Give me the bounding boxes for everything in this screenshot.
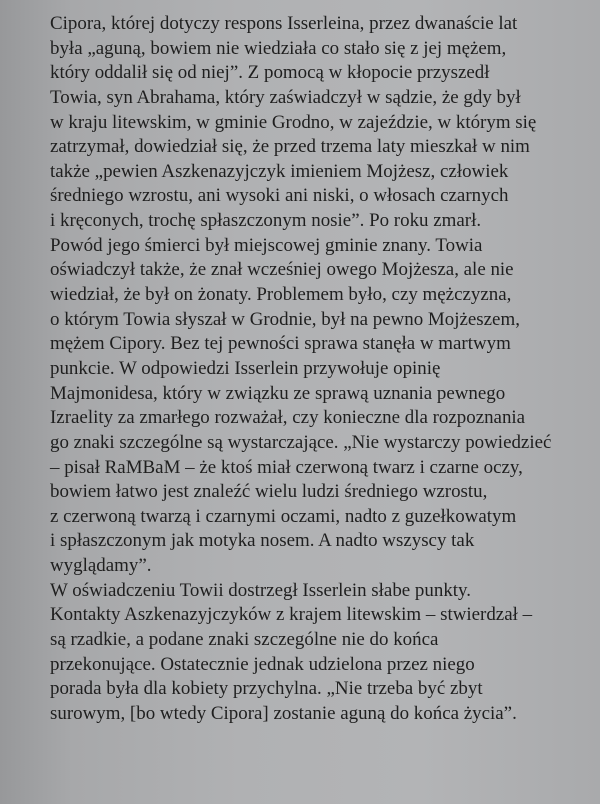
text-line: przekonujące. Ostatecznie jednak udzielona przez niego <box>50 653 475 675</box>
text-line: o którym Towia słyszał w Grodnie, był na pewno Mojżeszem, <box>50 308 520 330</box>
text-line: z czerwoną twarzą i czarnymi oczami, nadto z guzełkowatym <box>50 505 517 527</box>
text-line: zatrzymał, dowiedział się, że przed trzema laty mieszkał w nim <box>50 136 530 158</box>
text-line: wyglądamy”. <box>50 555 152 577</box>
text-line: Kontakty Aszkenazyjczyków z krajem litewskim – stwierdzał – <box>50 604 533 626</box>
text-line: wiedział, że był on żonaty. Problemem było, czy mężczyzna, <box>50 284 512 306</box>
text-line: mężem Cipory. Bez tej pewności sprawa stanęła w martwym <box>50 333 511 355</box>
text-line: średniego wzrostu, ani wysoki ani niski, o włosach czarnych <box>50 185 509 207</box>
text-line: Powód jego śmierci był miejscowej gminie znany. Towia <box>50 234 483 256</box>
text-line: Izraelity za zmarłego rozważał, czy konieczne dla rozpoznania <box>50 407 526 429</box>
text-line: była „aguną, bowiem nie wiedziała co stało się z jej mężem, <box>50 37 507 59</box>
text-line: Cipora, której dotyczy respons Isserleina, przez dwanaście lat <box>50 13 518 34</box>
text-line: porada była dla kobiety przychylna. „Nie trzeba być zbyt <box>50 678 483 700</box>
text-line: w kraju litewskim, w gminie Grodno, w zajeździe, w którym się <box>50 111 537 133</box>
text-line: są rzadkie, a podane znaki szczególne nie do końca <box>50 629 439 651</box>
text-line: i kręconych, trochę spłaszczonym nosie”. Po roku zmarł. <box>50 210 482 232</box>
text-line: Towia, syn Abrahama, który zaświadczył w sądzie, że gdy był <box>50 86 521 108</box>
text-line: Majmonidesa, który w związku ze sprawą uznania pewnego <box>50 382 506 404</box>
text-line: go znaki szczególne są wystarczające. „Nie wystarczy powiedzieć <box>50 431 552 453</box>
text-line: W oświadczeniu Towii dostrzegł Isserlein słabe punkty. <box>50 579 472 601</box>
text-line: – pisał RaMBaM – że ktoś miał czerwoną twarz i czarne oczy, <box>50 456 523 478</box>
text-line: surowym, [bo wtedy Cipora] zostanie aguną do końca życia”. <box>50 702 517 724</box>
body-text <box>50 12 598 727</box>
text-line: także „pewien Aszkenazyjczyk imieniem Mojżesz, człowiek <box>50 160 509 182</box>
text-line: punkcie. W odpowiedzi Isserlein przywołuje opinię <box>50 357 441 379</box>
text-line: i spłaszczonym jak motyka nosem. A nadto wszyscy tak <box>50 530 475 552</box>
text-line: który oddalił się od niej”. Z pomocą w kłopocie przyszedł <box>50 62 490 84</box>
text-line: oświadczył także, że znał wcześniej owego Mojżesza, ale nie <box>50 259 514 281</box>
text-line: bowiem łatwo jest znaleźć wielu ludzi średniego wzrostu, <box>50 481 488 503</box>
